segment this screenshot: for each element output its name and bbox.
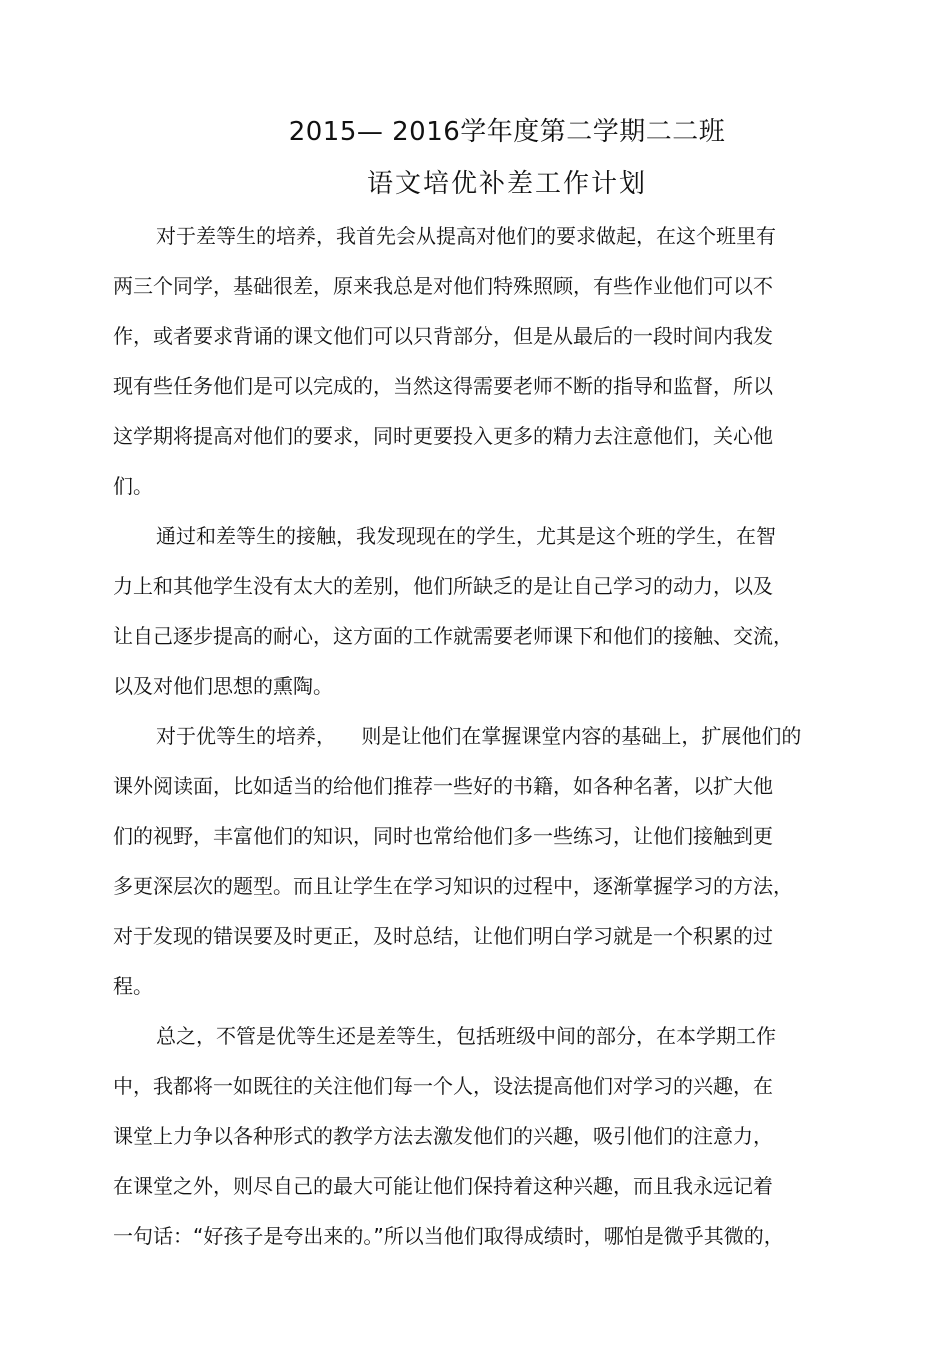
paragraph-line: 总之，不管是优等生还是差等生，包括班级中间的部分，在本学期工作 [156,1024,776,1048]
paragraph-line: 对于优等生的培养， 则是让他们在掌握课堂内容的基础上，扩展他们的 [156,724,802,748]
paragraph-line: 这学期将提高对他们的要求，同时更要投入更多的精力去注意他们，关心他 [113,424,773,448]
paragraph-line: 一句话：“好孩子是夸出来的。”所以当他们取得成绩时，哪怕是微乎其微的， [113,1224,784,1248]
paragraph-line: 程。 [113,974,153,998]
paragraph-line: 们的视野，丰富他们的知识，同时也常给他们多一些练习，让他们接触到更 [113,824,773,848]
paragraph-line: 两三个同学，基础很差，原来我总是对他们特殊照顾，有些作业他们可以不 [113,274,773,298]
paragraph-line: 对于发现的错误要及时更正，及时总结，让他们明白学习就是一个积累的过 [113,924,773,948]
document-title-line-1: 2015— 2016学年度第二学期二二班 [288,117,726,147]
paragraph-line: 在课堂之外，则尽自己的最大可能让他们保持着这种兴趣，而且我永远记着 [113,1174,773,1198]
paragraph-line: 通过和差等生的接触，我发现现在的学生，尤其是这个班的学生，在智 [156,524,776,548]
document-body [113,217,833,1267]
paragraph-line: 作，或者要求背诵的课文他们可以只背部分，但是从最后的一段时间内我发 [113,324,773,348]
paragraph-line: 课外阅读面，比如适当的给他们推荐一些好的书籍，如各种名著，以扩大他 [113,774,773,798]
paragraph-line: 中，我都将一如既往的关注他们每一个人，设法提高他们对学习的兴趣，在 [113,1074,773,1098]
document-title-line-2: 语文培优补差工作计划 [366,169,647,199]
paragraph-line: 让自己逐步提高的耐心，这方面的工作就需要老师课下和他们的接触、交流， [113,624,793,648]
paragraph-line: 多更深层次的题型。而且让学生在学习知识的过程中，逐渐掌握学习的方法， [113,874,793,898]
paragraph-line: 们。 [113,474,153,498]
paragraph-line: 对于差等生的培养，我首先会从提高对他们的要求做起，在这个班里有 [156,224,776,248]
paragraph-line: 力上和其他学生没有太大的差别，他们所缺乏的是让自己学习的动力，以及 [113,574,773,598]
paragraph-line: 以及对他们思想的熏陶。 [113,674,333,698]
paragraph-line: 课堂上力争以各种形式的教学方法去激发他们的兴趣，吸引他们的注意力， [113,1124,773,1148]
paragraph-line: 现有些任务他们是可以完成的，当然这得需要老师不断的指导和监督，所以 [113,374,773,398]
